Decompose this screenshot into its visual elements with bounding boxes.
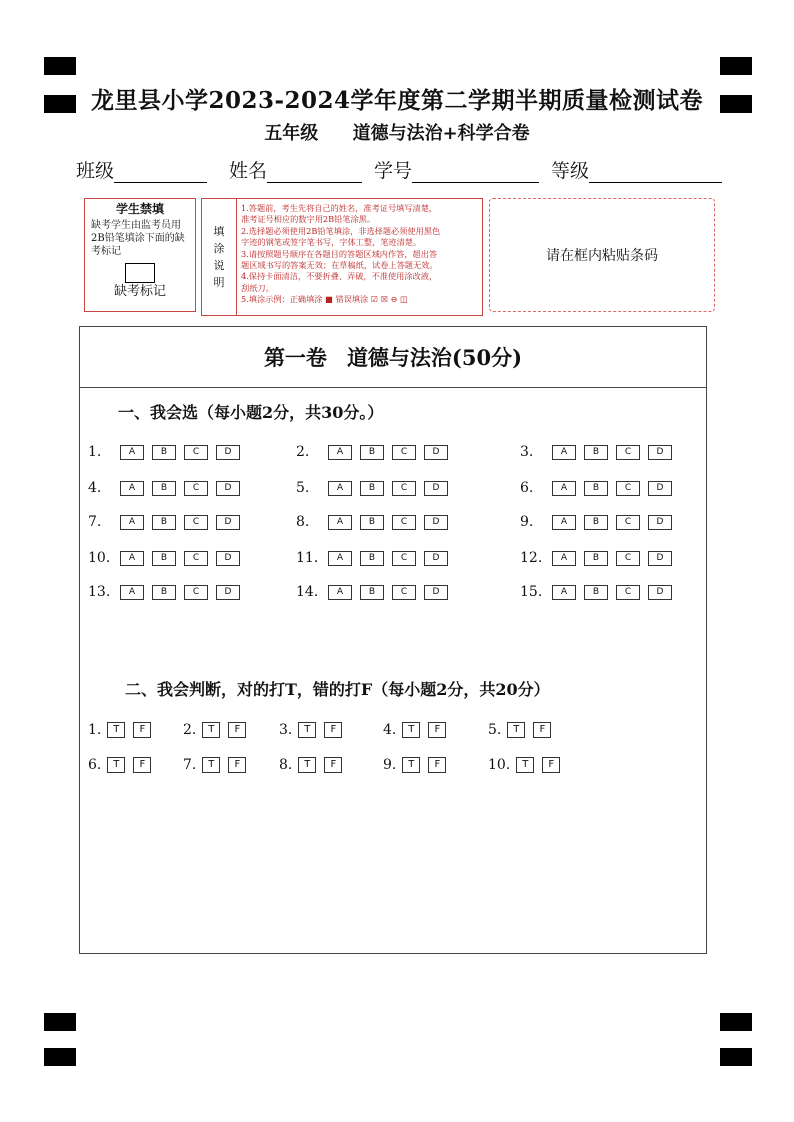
option-bubble-a[interactable]: A [552, 551, 576, 566]
option-bubble-d[interactable]: D [424, 481, 448, 496]
option-bubble-d[interactable]: D [648, 481, 672, 496]
fill-instructions-text [237, 199, 482, 315]
option-bubble-c[interactable]: C [392, 551, 416, 566]
option-bubble-t[interactable]: T [298, 722, 316, 738]
option-bubble-a[interactable]: A [328, 481, 352, 496]
section-title: 第一卷 [263, 345, 327, 370]
choice-question [296, 443, 456, 461]
page-title: 龙里县小学2023-2024学年度第二学期半期质量检测试卷 [90, 87, 704, 114]
name-field[interactable] [267, 162, 362, 183]
choice-question [296, 513, 456, 531]
judge-question [88, 756, 159, 774]
side-char: 明 [213, 276, 225, 289]
question-number: 4. [383, 722, 397, 738]
option-bubble-t[interactable]: T [107, 722, 125, 738]
question-number: 15. [520, 584, 543, 600]
option-bubble-d[interactable]: D [648, 585, 672, 600]
question-number: 3. [520, 444, 534, 460]
judge-question [279, 721, 350, 739]
question-number: 9. [383, 757, 397, 773]
question-number: 3. [279, 722, 293, 738]
absence-mark-checkbox[interactable] [125, 263, 155, 283]
instruction-line: 刮纸刀。 [241, 282, 274, 293]
question-number: 7. [183, 757, 197, 773]
fill-instructions-label [202, 199, 237, 315]
choice-question [520, 549, 680, 567]
judge-question [88, 721, 159, 739]
rank-label: 等级 [551, 160, 590, 182]
option-bubble-f[interactable]: F [324, 722, 342, 738]
option-bubble-c[interactable]: C [184, 551, 208, 566]
option-bubble-f[interactable]: F [133, 722, 151, 738]
choice-question [88, 479, 248, 497]
question-number: 7. [88, 514, 102, 530]
name-label: 姓名 [229, 160, 268, 182]
option-bubble-t[interactable]: T [402, 757, 420, 773]
option-bubble-b[interactable]: B [584, 515, 608, 530]
absence-box [84, 198, 196, 312]
option-bubble-c[interactable]: C [616, 481, 640, 496]
student-info-line [76, 156, 722, 183]
true-false-heading: 二、我会判断，对的打T，错的打F（每小题2分，共20分） [125, 680, 550, 699]
option-bubble-c[interactable]: C [616, 445, 640, 460]
question-number: 2. [183, 722, 197, 738]
instruction-line: 2.选择题必须使用2B铅笔填涂，非选择题必须使用黑色 [241, 225, 441, 236]
judge-question [383, 721, 454, 739]
question-number: 10. [88, 550, 111, 566]
barcode-area [489, 198, 715, 312]
grade-label: 五年级 [264, 123, 319, 144]
option-bubble-a[interactable]: A [552, 445, 576, 460]
option-bubble-c[interactable]: C [392, 481, 416, 496]
choice-question [520, 443, 680, 461]
instruction-line: 准考证号相应的数字用2B铅笔涂黑。 [241, 214, 376, 225]
question-number: 13. [88, 584, 111, 600]
choice-question [296, 549, 456, 567]
option-bubble-d[interactable]: D [216, 585, 240, 600]
barcode-hint: 请在框内粘贴条码 [546, 248, 658, 264]
option-bubble-c[interactable]: C [392, 445, 416, 460]
option-bubble-d[interactable]: D [424, 515, 448, 530]
question-number: 14. [296, 584, 319, 600]
question-number: 11. [296, 550, 319, 566]
option-bubble-d[interactable]: D [216, 515, 240, 530]
section-subject: 道德与法治(50分) [346, 345, 523, 370]
option-bubble-c[interactable]: C [616, 551, 640, 566]
choice-question [520, 513, 680, 531]
option-bubble-b[interactable]: B [152, 551, 176, 566]
choice-question [88, 549, 248, 567]
option-bubble-b[interactable]: B [584, 551, 608, 566]
option-bubble-a[interactable]: A [328, 551, 352, 566]
alignment-mark [720, 1048, 752, 1066]
question-number: 1. [88, 722, 102, 738]
option-bubble-d[interactable]: D [648, 551, 672, 566]
alignment-mark [720, 57, 752, 75]
question-number: 1. [88, 444, 102, 460]
option-bubble-b[interactable]: B [360, 445, 384, 460]
option-bubble-f[interactable]: F [228, 757, 246, 773]
option-bubble-a[interactable]: A [120, 585, 144, 600]
option-bubble-t[interactable]: T [507, 722, 525, 738]
question-number: 6. [520, 480, 534, 496]
option-bubble-a[interactable]: A [328, 445, 352, 460]
option-bubble-c[interactable]: C [184, 585, 208, 600]
option-bubble-d[interactable]: D [424, 445, 448, 460]
side-char: 涂 [213, 242, 225, 255]
choice-question [296, 583, 456, 601]
student-number-label: 学号 [374, 160, 413, 182]
section-heading [80, 327, 706, 388]
option-bubble-b[interactable]: B [360, 551, 384, 566]
page-subtitle [0, 119, 794, 145]
option-bubble-f[interactable]: F [228, 722, 246, 738]
absence-box-text: 缺考学生由监考员用2B铅笔填涂下面的缺考标记 [91, 220, 185, 257]
option-bubble-f[interactable]: F [428, 757, 446, 773]
option-bubble-d[interactable]: D [216, 551, 240, 566]
option-bubble-t[interactable]: T [516, 757, 534, 773]
judge-question [183, 756, 254, 774]
choice-question [520, 583, 680, 601]
question-number: 10. [488, 757, 511, 773]
option-bubble-d[interactable]: D [216, 445, 240, 460]
instruction-line: 题区域书写的答案无效；在草稿纸，试卷上答题无效。 [241, 260, 438, 271]
option-bubble-d[interactable]: D [648, 515, 672, 530]
option-bubble-c[interactable]: C [616, 585, 640, 600]
option-bubble-a[interactable]: A [552, 515, 576, 530]
paper-label: 道德与法治+科学合卷 [352, 123, 530, 144]
option-bubble-t[interactable]: T [298, 757, 316, 773]
option-bubble-f[interactable]: F [542, 757, 560, 773]
option-bubble-c[interactable]: C [616, 515, 640, 530]
option-bubble-d[interactable]: D [424, 585, 448, 600]
choice-question [88, 583, 248, 601]
choice-question [296, 479, 456, 497]
option-bubble-d[interactable]: D [216, 481, 240, 496]
alignment-mark [44, 1048, 76, 1066]
question-number: 8. [296, 514, 310, 530]
question-number: 8. [279, 757, 293, 773]
option-bubble-d[interactable]: D [648, 445, 672, 460]
instruction-line: 3.请按照题号顺序在各题目的答题区域内作答，超出答 [241, 248, 438, 259]
option-bubble-c[interactable]: C [184, 515, 208, 530]
option-bubble-f[interactable]: F [324, 757, 342, 773]
question-number: 5. [296, 480, 310, 496]
option-bubble-f[interactable]: F [428, 722, 446, 738]
option-bubble-t[interactable]: T [402, 722, 420, 738]
option-bubble-c[interactable]: C [184, 481, 208, 496]
judge-question [488, 756, 568, 774]
option-bubble-a[interactable]: A [120, 551, 144, 566]
side-char: 填 [213, 225, 225, 238]
option-bubble-t[interactable]: T [202, 757, 220, 773]
question-number: 12. [520, 550, 543, 566]
side-char: 说 [213, 259, 225, 272]
option-bubble-a[interactable]: A [552, 481, 576, 496]
alignment-mark [44, 1013, 76, 1031]
option-bubble-b[interactable]: B [360, 481, 384, 496]
option-bubble-c[interactable]: C [392, 585, 416, 600]
choice-question [88, 513, 248, 531]
class-field[interactable] [114, 162, 207, 183]
question-number: 2. [296, 444, 310, 460]
instruction-line: 5.填涂示例：正确填涂 ■ 错误填涂 ☑ ☒ ⊖ ◫ [241, 294, 408, 305]
judge-question [183, 721, 254, 739]
rank-field[interactable] [589, 162, 722, 183]
option-bubble-a[interactable]: A [120, 515, 144, 530]
option-bubble-b[interactable]: B [584, 585, 608, 600]
option-bubble-b[interactable]: B [584, 481, 608, 496]
question-number: 4. [88, 480, 102, 496]
option-bubble-b[interactable]: B [152, 445, 176, 460]
student-number-field[interactable] [412, 162, 539, 183]
option-bubble-t[interactable]: T [107, 757, 125, 773]
option-bubble-b[interactable]: B [152, 515, 176, 530]
option-bubble-b[interactable]: B [584, 445, 608, 460]
option-bubble-d[interactable]: D [424, 551, 448, 566]
judge-question [488, 721, 559, 739]
option-bubble-b[interactable]: B [152, 585, 176, 600]
multiple-choice-heading: 一、我会选（每小题2分，共30分。） [118, 403, 384, 422]
option-bubble-b[interactable]: B [152, 481, 176, 496]
instruction-line: 字迹的钢笔或签字笔书写，字体工整，笔迹清楚。 [241, 237, 422, 248]
question-number: 9. [520, 514, 534, 530]
option-bubble-f[interactable]: F [533, 722, 551, 738]
option-bubble-c[interactable]: C [184, 445, 208, 460]
alignment-mark [44, 57, 76, 75]
option-bubble-a[interactable]: A [328, 515, 352, 530]
fill-instructions-box [201, 198, 483, 316]
question-number: 6. [88, 757, 102, 773]
option-bubble-a[interactable]: A [552, 585, 576, 600]
instruction-line: 4.保持卡面清洁，不要折叠、弄破，不准使用涂改液， [241, 271, 438, 282]
instruction-line: 1.答题前，考生先将自己的姓名，准考证号填写清楚， [241, 203, 438, 213]
choice-question [88, 443, 248, 461]
absence-mark-label: 缺考标记 [113, 284, 166, 299]
option-bubble-f[interactable]: F [133, 757, 151, 773]
absence-box-heading: 学生禁填 [115, 202, 164, 216]
option-bubble-a[interactable]: A [120, 445, 144, 460]
class-label: 班级 [76, 160, 115, 182]
option-bubble-b[interactable]: B [360, 585, 384, 600]
option-bubble-b[interactable]: B [360, 515, 384, 530]
option-bubble-a[interactable]: A [120, 481, 144, 496]
choice-question [520, 479, 680, 497]
option-bubble-t[interactable]: T [202, 722, 220, 738]
option-bubble-c[interactable]: C [392, 515, 416, 530]
alignment-mark [720, 1013, 752, 1031]
question-number: 5. [488, 722, 502, 738]
judge-question [383, 756, 454, 774]
judge-question [279, 756, 350, 774]
option-bubble-a[interactable]: A [328, 585, 352, 600]
